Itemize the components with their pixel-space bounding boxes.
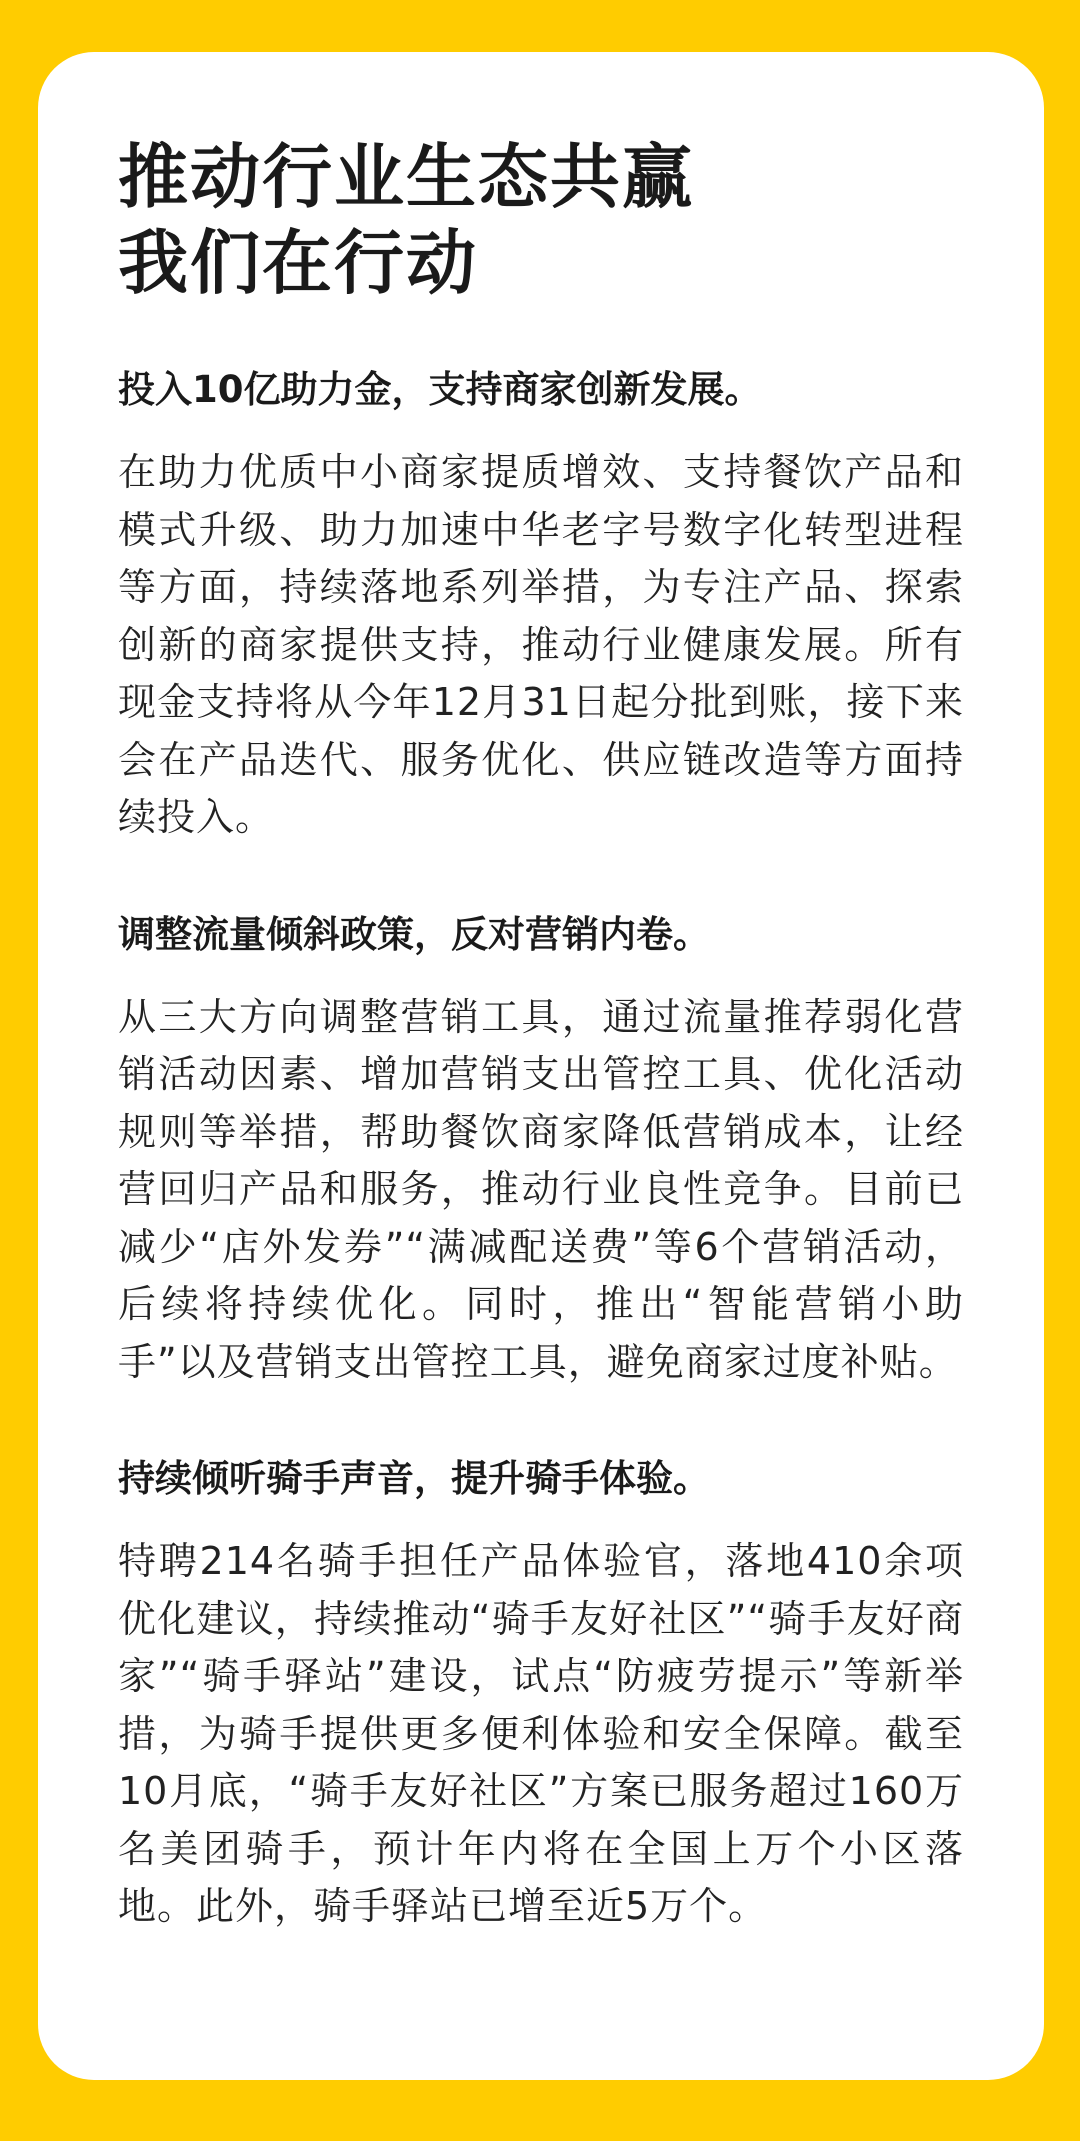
title-line-1: 推动行业生态共赢 <box>118 136 694 218</box>
section-body: 从三大方向调整营销工具，通过流量推荐弱化营销活动因素、增加营销支出管控工具、优化活动规则等举措，帮助餐饮商家降低营销成本，让经营回归产品和服务，推动行业良性竞争。目前已减少“店外发券”“满减配送费”等6个营销活动，后续将持续优化。同时，推出“智能营销小助手”以及营销支出管控工具，避免商家过度补贴。 <box>118 994 964 1384</box>
section-body: 特聘214名骑手担任产品体验官，落地410余项优化建议，持续推动“骑手友好社区”“骑手友好商家”“骑手驿站”建设，试点“防疲劳提示”等新举措，为骑手提供更多便利体验和安全保障。截至10月底，“骑手友好社区”方案已服务超过160万名美团骑手，预计年内将在全国上万个小区落地。此外，骑手驿站已增至近5万个。 <box>118 1539 964 1928</box>
content-card <box>38 52 1044 2080</box>
section-investment <box>118 364 964 847</box>
section-heading: 调整流量倾斜政策，反对营销内卷。 <box>118 912 710 956</box>
section-riders <box>118 1453 964 1936</box>
section-marketing <box>118 909 964 1392</box>
section-heading: 持续倾听骑手声音，提升骑手体验。 <box>118 1457 710 1500</box>
title-line-2: 我们在行动 <box>118 222 478 304</box>
page-title <box>118 134 964 306</box>
section-heading: 投入10亿助力金，支持商家创新发展。 <box>118 368 762 411</box>
section-body: 在助力优质中小商家提质增效、支持餐饮产品和模式升级、助力加速中华老字号数字化转型进程等方面，持续落地系列举措，为专注产品、探索创新的商家提供支持，推动行业健康发展。所有现金支持将从今年12月31日起分批到账，接下来会在产品迭代、服务优化、供应链改造等方面持续投入。 <box>118 450 964 839</box>
